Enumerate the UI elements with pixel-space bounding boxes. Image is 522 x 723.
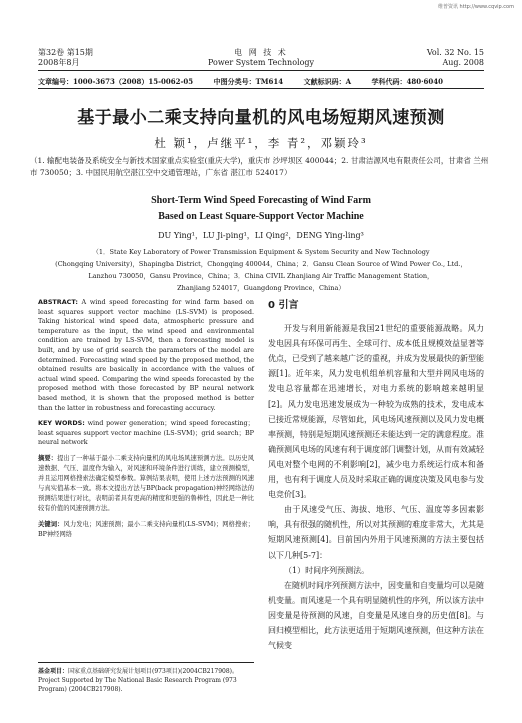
article-meta	[38, 77, 488, 87]
keywords-cn	[38, 520, 254, 540]
footnote-rule	[38, 662, 254, 663]
document-code: 文献标识码：A	[303, 77, 352, 86]
affiliation-en-2: (Chongqing University)，Shapingba District，Chongqing 400044，China；2．Gansu Clean Source of Wind Power Co., Ltd.，	[55, 260, 467, 268]
affiliation-en-3: Lanzhou 730050，Gansu Province，China；3．China CIVIL Zhanjiang Air Traffic Management Station，	[88, 272, 434, 280]
header-journal	[161, 48, 361, 68]
header-date-cn: 2008年8月	[38, 58, 80, 67]
fund-cn-label: 基金项目：	[38, 668, 69, 675]
affiliation-en-1: （1．State Key Laboratory of Power Transmission Equipment & System Security and New Technology	[92, 248, 430, 256]
subject-code: 学科代码：480·6040	[371, 77, 443, 86]
keywords-cn-label: 关键词：	[38, 520, 64, 528]
fund-en: Project Supported by The National Basic Research Program (973 Program) (2004CB217908).	[38, 677, 237, 693]
header-date-en: Aug. 2008	[442, 58, 484, 67]
title-en-line2: Based on Least Square-Support Vector Machine	[158, 211, 364, 222]
abstract-en-text: A wind speed forecasting for wind farm based on least squares support vector machine (LS-SVM) is proposed. Taking historical wind speed data, atmospheric pressure and temperature as the input, the wind speed and environmental condition are trained by LS-SVM, then a forecasting model is built, and by use of grid search the parameters of the model are determined. Forecasting wind speed by the proposed method, the obtained results are basically in accordance with the values of actual wind speed. Comparing the wind speeds forecasted by the proposed method with those forecasted by BP neural network based method, it is shown that the proposed method is better than the latter in robustness and forecasting accuracy.	[38, 298, 254, 412]
header-journal-cn: 电 网 技 术	[234, 48, 288, 57]
keywords-en-text: wind power generation；wind speed forecasting；least squares support vector machine (LS-SVM)；grid search；BP neural network	[38, 419, 254, 447]
section-heading: 0 引言	[268, 300, 299, 311]
clc-number: 中图分类号：TM614	[213, 77, 284, 86]
affiliation-en-4: Zhanjiang 524017，Guangdong Province，China）	[177, 284, 345, 292]
keywords-en-label: KEY WORDS:	[38, 419, 85, 428]
header-volume-en	[427, 48, 484, 68]
header-journal-en: Power System Technology	[207, 58, 315, 67]
intro-paragraph-1: 开发与利用新能源是我国21世纪的重要能源战略。风力发电因具有环保可再生、全球可行、成本低且规模效益显著等优点，已受到了越来越广泛的重视，并成为发展最快的新型能源[1]。近年来，风力发电机组单机容量和大型并网风电场的发电总容量都在迅速增长，对电力系统的影响越来越明显[2]。风力发电迅速发展成为一种较为成熟的技术，发电成本已接近常规能源，尽管如此，风电场风速预测以及风力发电概率预测，特别是短期风速预测还未能达到一定的满意程度。准确预测风电场的风速有利于调度部门调整计划，从而有效减轻风电对整个电网的不利影响[2]，减少电力系统运行成本和备用，也有利于调度人员及时采取正确的调度决策及风电参与发电竞价[3]。	[268, 324, 484, 500]
keywords-cn-text: 风力发电；风速预测；最小二乘支持向量机(LS-SVM)；网格搜索；BP神经网络	[38, 520, 255, 538]
meta-rule	[38, 88, 484, 89]
authors-en: DU Ying¹，LU Ji-ping¹，LI Qing²，DENG Ying-ling³	[158, 231, 364, 240]
fund-cn-text: 国家重点基础研究发展计划项目(973项目)(2004CB217908)。	[68, 668, 239, 675]
intro-paragraph-2: 由于风速受气压、海拔、地形、气压、温度等多因素影响，具有很强的随机性，所以对其预测的难度非常大，尤其是短期风速预测[4]。目前国内外用于风速预测的方法主要包括以下几种[5-7]：	[268, 505, 484, 560]
footnote-fund	[38, 667, 254, 694]
watermark: 维普资讯 http://www.cqvip.com	[437, 4, 514, 10]
affiliations-en	[40, 246, 482, 294]
abstract-cn-text: 提出了一种基于最小二乘支持向量机的风电场风速预测方法。以历史风速数据、气压、温度作为输入，对风速和环境条件进行训练，建立预测模型，并且运用网格搜索法确定模型参数。算例结果表明，使用上述方法预测的风速与真实值基本一致。将本文提出方法与BP(back propagation)神经网络法的预测结果进行对比，表明前者具有更高的精度和更强的鲁棒性，因此是一种比较有价值的风速预测方法。	[38, 454, 255, 512]
abstract-en	[38, 298, 254, 413]
left-column	[38, 298, 254, 540]
header-volume	[38, 48, 93, 68]
title-en-line1: Short-Term Wind Speed Forecasting of Wind Farm	[151, 195, 371, 206]
header-volume-issue: 第32卷 第15期	[38, 48, 93, 57]
intro-paragraph-3: 在随机时间序列预测方法中，因变量和自变量均可以是随机变量。而风速是一个具有明显随机性的序列，所以该方法中因变量是待预测的风速，自变量是风速自身的历史值[8]。与回归模型相比，此方法更适用于短期风速预测，但这种方法在气候变	[268, 580, 484, 651]
header-rule	[38, 70, 484, 71]
header-vol-no: Vol. 32 No. 15	[426, 48, 484, 57]
title-cn: 基于最小二乘支持向量机的风电场短期风速预测	[77, 108, 445, 128]
affiliations-cn: （1. 输配电装备及系统安全与新技术国家重点实验室(重庆大学)，重庆市 沙坪坝区 400044；2. 甘肃洁源风电有限责任公司，甘肃省 兰州市 730050；3. 中国民用航空湛江空中交通管理站，广东省 湛江市 524017）	[30, 156, 489, 177]
keywords-en	[38, 419, 254, 448]
abstract-en-label: ABSTRACT:	[38, 298, 78, 306]
abstract-cn-label: 摘要：	[38, 454, 58, 462]
abstract-cn	[38, 454, 254, 514]
right-column	[268, 298, 484, 653]
article-number: 文章编号：1000-3673（2008）15-0062-05	[38, 77, 194, 86]
fund-cn	[38, 667, 254, 676]
intro-method-1: （1）时间序列预测法。	[284, 565, 370, 575]
authors-cn: 杜 颖¹，卢继平¹，李 青²，邓颖玲³	[154, 136, 368, 150]
